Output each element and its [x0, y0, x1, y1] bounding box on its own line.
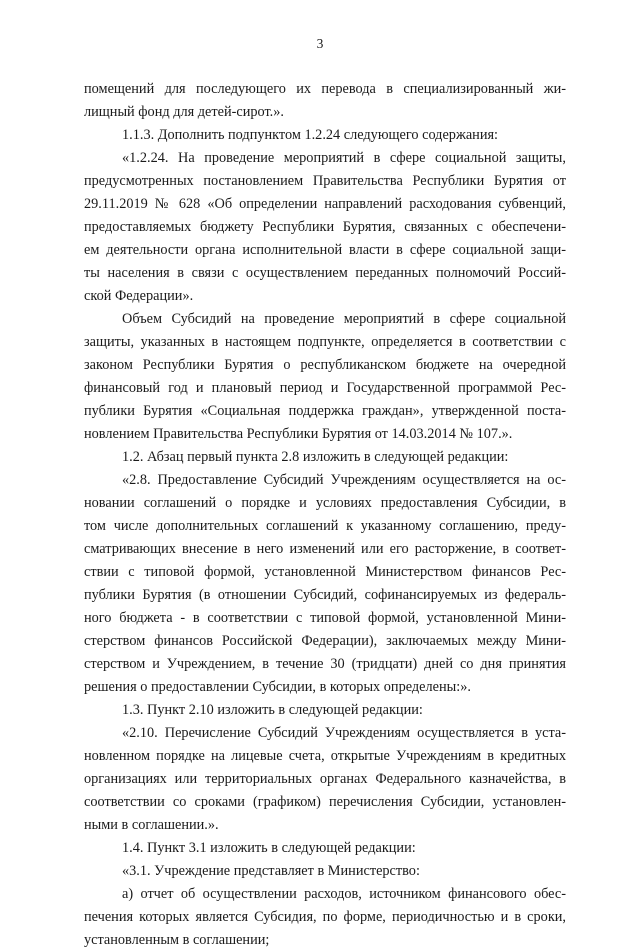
text-line: печения которых является Субсидия, по форме, периодичностью и в сроки,: [84, 909, 566, 925]
paragraph: [84, 699, 566, 722]
text-line: новании соглашений о порядке и условиях предоставления Субсидии, в: [84, 495, 566, 511]
paragraph: [84, 469, 566, 699]
paragraph: [84, 78, 566, 124]
text-line: 29.11.2019 № 628 «Об определении направлений расходования субвенций,: [84, 196, 566, 212]
text-line: публики Бурятия (в отношении Субсидий, софинансируемых из федераль-: [84, 587, 566, 603]
text-line: ного бюджета - в соответствии с типовой формой, установленной Мини-: [84, 610, 566, 626]
text-line: «1.2.24. На проведение мероприятий в сфере социальной защиты,: [122, 150, 566, 166]
text-line: организациях или территориальных органах Федерального казначейства, в: [84, 771, 566, 787]
text-line: новлением Правительства Республики Бурятия от 14.03.2014 № 107.».: [84, 426, 513, 442]
text-line: ствии с типовой формой, установленной Министерством финансов Рес-: [84, 564, 566, 580]
document-body: [84, 78, 566, 952]
paragraph: [84, 147, 566, 308]
text-line: а) отчет об осуществлении расходов, источником финансового обес-: [122, 886, 566, 902]
text-line: 1.3. Пункт 2.10 изложить в следующей редакции:: [122, 702, 423, 718]
text-line: публики Бурятия «Социальная поддержка граждан», утвержденной поста-: [84, 403, 566, 419]
text-line: «3.1. Учреждение представляет в Министерство:: [122, 863, 420, 879]
text-line: защиты, указанных в настоящем подпункте, определяется в соответствии с: [84, 334, 566, 350]
text-line: предусмотренных постановлением Правительства Республики Бурятия от: [84, 173, 566, 189]
paragraph: [84, 308, 566, 446]
text-line: «2.8. Предоставление Субсидий Учреждениям осуществляется на ос-: [122, 472, 566, 488]
text-line: ты населения в связи с осуществлением переданных полномочий Россий-: [84, 265, 566, 281]
text-line: стерством и Учреждением, в течение 30 (тридцати) дней со дня принятия: [84, 656, 566, 672]
text-line: финансовый год и плановый период и Государственной программой Рес-: [84, 380, 566, 396]
text-line: Объем Субсидий на проведение мероприятий в сфере социальной: [122, 311, 566, 327]
text-line: лищный фонд для детей-сирот.».: [84, 104, 284, 120]
text-line: ными в соглашении.».: [84, 817, 219, 833]
text-line: «2.10. Перечисление Субсидий Учреждениям осуществляется в уста-: [122, 725, 566, 741]
text-line: сматривающих внесение в него изменений или его расторжение, в соответ-: [84, 541, 566, 557]
text-line: ской Федерации».: [84, 288, 194, 304]
text-line: решения о предоставлении Субсидии, в которых определены:».: [84, 679, 471, 695]
text-line: предоставляемых бюджету Республики Бурятия, связанных с обеспечени-: [84, 219, 566, 235]
paragraph: [84, 124, 566, 147]
text-line: 1.2. Абзац первый пункта 2.8 изложить в следующей редакции:: [122, 449, 509, 465]
text-line: стерством финансов Российской Федерации), заключаемых между Мини-: [84, 633, 566, 649]
paragraph: [84, 722, 566, 837]
page-number: 3: [316, 36, 324, 51]
paragraph: [84, 860, 566, 883]
text-line: установленным в соглашении;: [84, 932, 270, 948]
text-line: соответствии со сроками (графиком) перечисления Субсидии, установлен-: [84, 794, 566, 810]
paragraph: [84, 446, 566, 469]
text-line: законом Республики Бурятия о республиканском бюджете на очередной: [84, 357, 566, 373]
text-line: том числе дополнительных соглашений к указанному соглашению, преду-: [84, 518, 566, 534]
text-line: ем деятельности органа исполнительной власти в сфере социальной защи-: [84, 242, 566, 258]
text-line: новленном порядке на лицевые счета, открытые Учреждениям в кредитных: [84, 748, 566, 764]
text-line: 1.1.3. Дополнить подпунктом 1.2.24 следующего содержания:: [122, 127, 499, 143]
text-line: 1.4. Пункт 3.1 изложить в следующей редакции:: [122, 840, 416, 856]
paragraph: [84, 837, 566, 860]
paragraph: [84, 883, 566, 952]
text-line: помещений для последующего их перевода в специализированный жи-: [84, 81, 566, 97]
